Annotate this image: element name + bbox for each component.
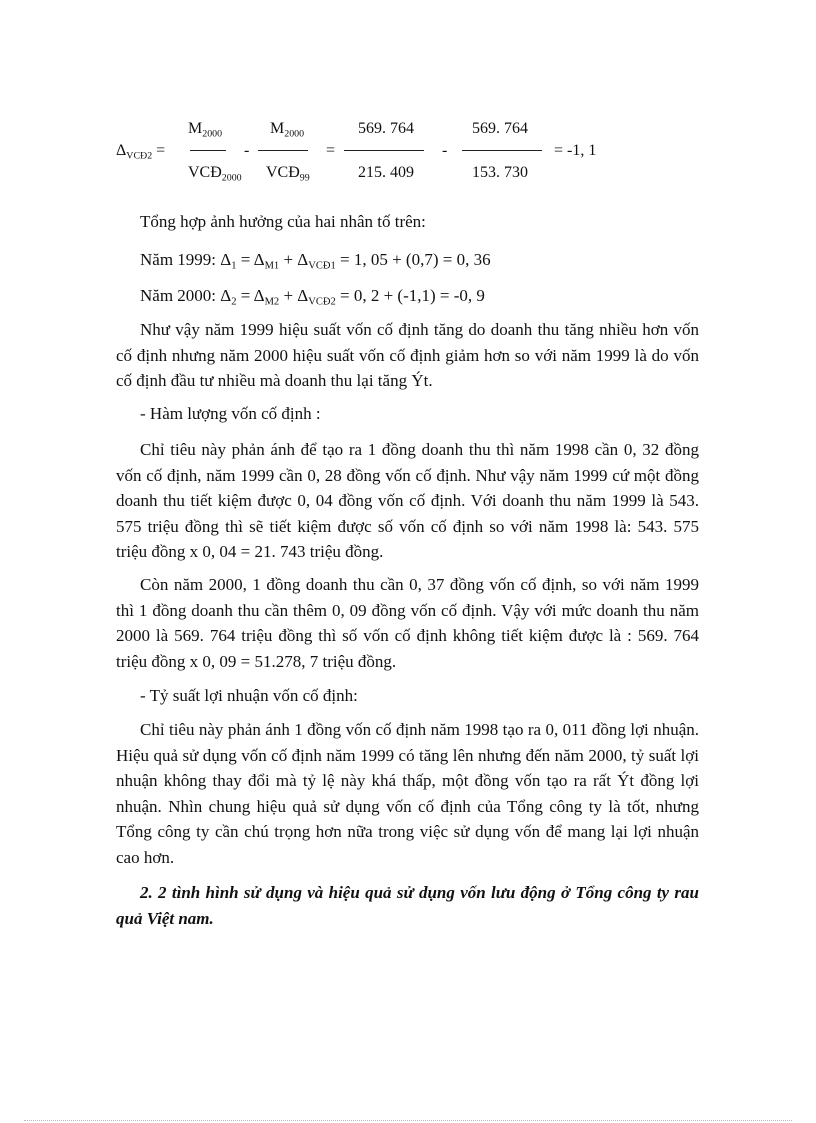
delta-vcd2-formula xyxy=(116,118,636,188)
section-heading-2-2: 2. 2 tình hình sử dụng và hiệu quả sử dụng vốn lưu động ở Tổng công ty rau quả Việt nam. xyxy=(116,883,699,928)
equals-sign: = xyxy=(326,142,336,159)
fixed-capital-content-heading: - Hàm lượng vốn cố định : xyxy=(140,404,321,423)
year-1999-equation: Năm 1999: $\Delta_1 = \Delta_{M1} + \Delta_{VCĐ1} = 1$, 05 + (0,7) = 0, 36 xyxy=(140,250,491,272)
profit-rate-heading: - Tỷ suất lợi nhuận vốn cố định: xyxy=(140,686,358,705)
fixed-capital-content-paragraph-2: Còn năm 2000, 1 đồng doanh thu cần 0, 37 đồng vốn cố định, so với năm 1999 thì 1 đồng doanh thu cần thêm 0, 09 đồng vốn cố định. Vậy với mức doanh thu năm 2000 là 569. 764 triệu đồng thì số vốn cố định không tiết kiệm được là : 569. 764 triệu đồng x 0, 09 = 51.278, 7 triệu đồng. xyxy=(116,575,699,671)
profit-rate-paragraph: Chỉ tiêu này phản ánh 1 đồng vốn cố định năm 1998 tạo ra 0, 011 đồng lợi nhuận. Hiệu quả sử dụng vốn cố định năm 1999 có tăng lên nhưng đến năm 2000, tỷ suất lợi nhuận không thay đổi mà tỷ lệ này khá thấp, một đồng vốn tạo ra rất Ýt đồng lợi nhuận. Nhìn chung hiệu quả sử dụng vốn cố định của Tổng công ty là tốt, nhưng Tổng công ty cần chú trọng hơn nữa trong việc sử dụng vốn để mang lại lợi nhuận cao hơn. xyxy=(116,720,699,867)
fraction1-bar xyxy=(190,150,226,151)
fraction2-numerator: $M_{2000}$ xyxy=(270,120,305,140)
minus-sign: - xyxy=(442,142,448,159)
summary-intro: Tổng hợp ảnh hưởng của hai nhân tố trên: xyxy=(140,212,426,231)
fraction3-bar xyxy=(344,150,424,151)
conclusion-paragraph: Như vậy năm 1999 hiệu suất vốn cố định tăng do doanh thu tăng nhiều hơn vốn cố định nhưng năm 2000 hiệu suất vốn cố định giảm hơn so với năm 1999 là do vốn cố định đầu tư nhiều mà doanh thu lại tăng Ýt. xyxy=(116,320,699,390)
minus-sign: - xyxy=(244,142,250,159)
formula-lhs: $\Delta_{VCĐ2}$ = xyxy=(116,142,166,162)
fraction4-bar xyxy=(462,150,542,151)
formula-result: = -1, 1 xyxy=(554,142,597,159)
fixed-capital-content-paragraph-1: Chỉ tiêu này phản ánh để tạo ra 1 đồng doanh thu thì năm 1998 cần 0, 32 đồng vốn cố định, năm 1999 cần 0, 28 đồng vốn cố định. Như vậy năm 1999 cứ một đồng doanh thu tiết kiệm được 0, 04 đồng vốn cố định. Với doanh thu năm 1999 là 543. 575 triệu đồng thì sẽ tiết kiệm được số vốn cố định so với năm 1998 là: 543. 575 triệu đồng x 0, 04 = 21. 743 triệu đồng. xyxy=(116,440,699,561)
fraction2-denominator: $VCĐ_{99}$ xyxy=(266,164,310,184)
fraction4-denominator: 153. 730 xyxy=(472,164,528,181)
fraction2-bar xyxy=(258,150,308,151)
fraction1-denominator: $VCĐ_{2000}$ xyxy=(188,164,242,184)
fraction1-numerator: $M_{2000}$ xyxy=(188,120,223,140)
fraction3-numerator: 569. 764 xyxy=(358,120,414,137)
fraction4-numerator: 569. 764 xyxy=(472,120,528,137)
page-bottom-divider xyxy=(24,1120,792,1121)
fraction3-denominator: 215. 409 xyxy=(358,164,414,181)
year-2000-equation: Năm 2000: $\Delta_2 = \Delta_{M2} + \Delta_{VCĐ2} = 0$, 2 + (-1,1) = -0, 9 xyxy=(140,286,485,308)
